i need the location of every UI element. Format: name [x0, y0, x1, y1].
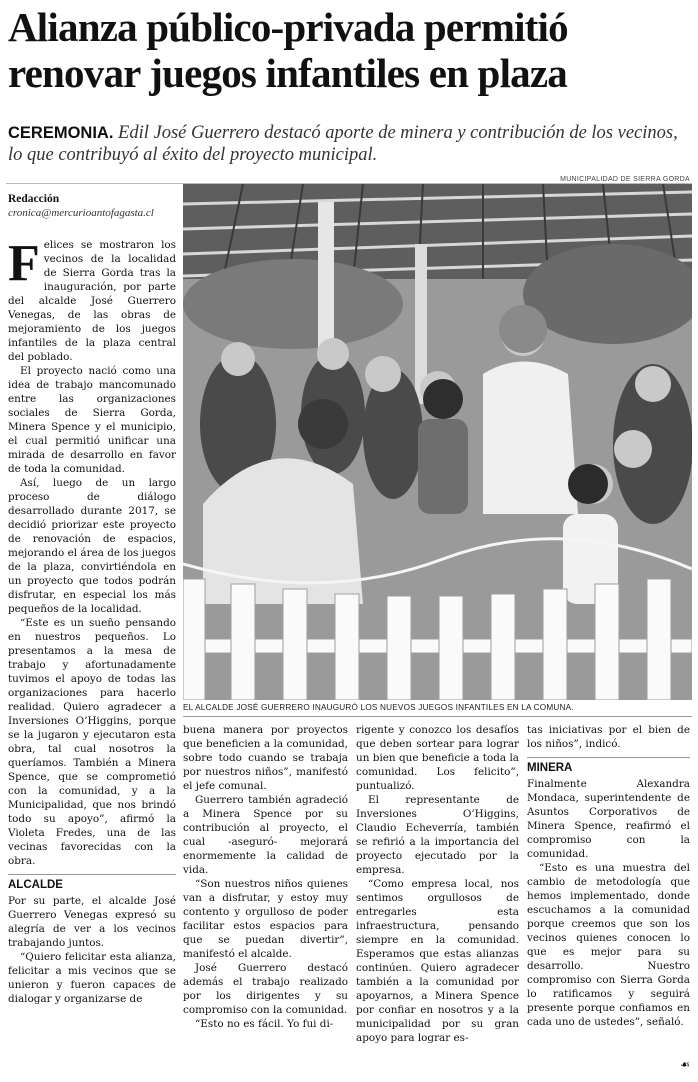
- paragraph: Así, luego de un largo proceso de diálogo desarrollado durante 2017, se decidió priorizar este proyecto de renovación de espacios, mejorando el área de los juegos de la plaza, convirtiéndola en un proyecto que todos podrán disfrutar, en especial los más pequeños de la localidad.: [8, 477, 176, 615]
- paragraph: buena manera por proyectos que beneficien a la comunidad, sobre todo cuando se trabaja por nuestros niños”, manifestó el jefe comunal.: [183, 724, 348, 792]
- end-mark-icon: ☙: [680, 1058, 690, 1071]
- photo-illustration: [183, 184, 692, 700]
- paragraph: “Son nuestros niños quienes van a disfrutar, y estoy muy contento y orgulloso de poder facilitar estos espacios para que se puedan divertir”, manifestó el alcalde.: [183, 878, 348, 960]
- byline-email[interactable]: cronica@mercurioantofagasta.cl: [8, 207, 154, 219]
- paragraph: Por su parte, el alcalde José Guerrero Venegas expresó su alegría de ver a los vecinos trabajando juntos.: [8, 895, 176, 949]
- paragraph: [8, 235, 176, 364]
- photo-caption: EL ALCALDE JOSÉ GUERRERO INAUGURÓ LOS NUEVOS JUEGOS INFANTILES EN LA COMUNA.: [183, 703, 692, 717]
- paragraph: “Quiero felicitar esta alianza, felicitar a mis vecinos que se unieron y fueron capaces de dialogar y organizarse de: [8, 951, 176, 1005]
- paragraph: “Como empresa local, nos sentimos orgullosos de entregarles esta infraestructura, pensando siempre en la comunidad. Esperamos que estas alianzas continúen. Quiero agradecer también a la comunidad por apoyarnos, a Minera Spence por confiar en nosotros y a la municipalidad por su gran apoyo para lograr es-: [356, 878, 519, 1044]
- drop-cap: F: [8, 235, 40, 292]
- paragraph: rigente y conozco los desafíos que deben sortear para lograr un bien que beneficie a toda la comunidad. Los felicito”, puntualizó.: [356, 724, 519, 792]
- headline: Alianza público-privada permitió renovar juegos infantiles en plaza: [8, 4, 568, 96]
- photo-credit: MUNICIPALIDAD DE SIERRA GORDA: [560, 176, 690, 183]
- section-heading-minera: MINERA: [527, 757, 690, 775]
- paragraph: El representante de Inversiones O’Higgins, Claudio Echeverría, también se refirió a la importancia del proyecto ejecutado por la empresa.: [356, 794, 519, 876]
- article-photo: [183, 184, 692, 700]
- paragraph: Finalmente Alexandra Mondaca, superintendente de Asuntos Corporativos de Minera Spence, reafirmó el compromiso con la comunidad.: [527, 778, 690, 860]
- paragraph: “Este es un sueño pensando en nuestros pequeños. Lo presentamos a la mesa de trabajo y afortunadamente tuvimos el apoyo de todas las organizaciones para hacerlo realidad. Quiero agradecer a Inversiones O’Higgins, porque se la jugaron y ejecutaron esta obra, tal cual nosotros la queríamos. También a Minera Spence, que se comprometió con la comunidad, y a la Municipalidad, que nos brindó todo su apoyo”, afirmó la Violeta Fredes, una de las vecinas favorecidas con la obra.: [8, 617, 176, 867]
- column-4: [527, 723, 690, 1029]
- section-heading-alcalde: ALCALDE: [8, 874, 176, 892]
- deck: [8, 122, 692, 166]
- kicker: CEREMONIA.: [8, 124, 114, 142]
- byline: [8, 192, 178, 220]
- deck-text: Edil José Guerrero destacó aporte de minera y contribución de los vecinos, lo que contribuyó al éxito del proyecto municipal.: [8, 123, 678, 165]
- column-3: [356, 723, 519, 1045]
- byline-name: Redacción: [8, 193, 60, 205]
- paragraph: tas iniciativas por el bien de los niños”, indicó.: [527, 724, 690, 750]
- paragraph: Guerrero también agradeció a Minera Spence por su contribución al proyecto, el cual -aseguró- mejorará enormemente la calidad de vida.: [183, 794, 348, 876]
- paragraph: “Esto no es fácil. Yo fui di-: [195, 1018, 334, 1030]
- paragraph: José Guerrero destacó además el trabajo realizado por los dirigentes y su compromiso con la comunidad.: [183, 962, 348, 1016]
- column-2: [183, 723, 348, 1031]
- column-1: [8, 235, 176, 1006]
- paragraph-text: elices se mostraron los vecinos de la localidad de Sierra Gorda tras la inauguración, por parte del alcalde José Guerrero Venegas, de las obras de mejoramiento de los juegos infantiles de la plaza central del poblado.: [8, 239, 176, 363]
- paragraph: “Esto es una muestra del cambio de metodología que hemos implementado, donde escuchamos a la comunidad porque creemos que son los vecinos quienes conocen lo que es mejor para su desarrollo. Nuestro compromiso con Sierra Gorda lo ratificamos y seguirá presente porque confiamos en cada uno de ustedes”, señaló.: [527, 862, 690, 1028]
- paragraph: El proyecto nació como una idea de trabajo mancomunado entre las organizaciones sociales de Sierra Gorda, Minera Spence y el municipio, el cual permitió unificar una mirada de desarrollo en favor de toda la comunidad.: [8, 365, 176, 475]
